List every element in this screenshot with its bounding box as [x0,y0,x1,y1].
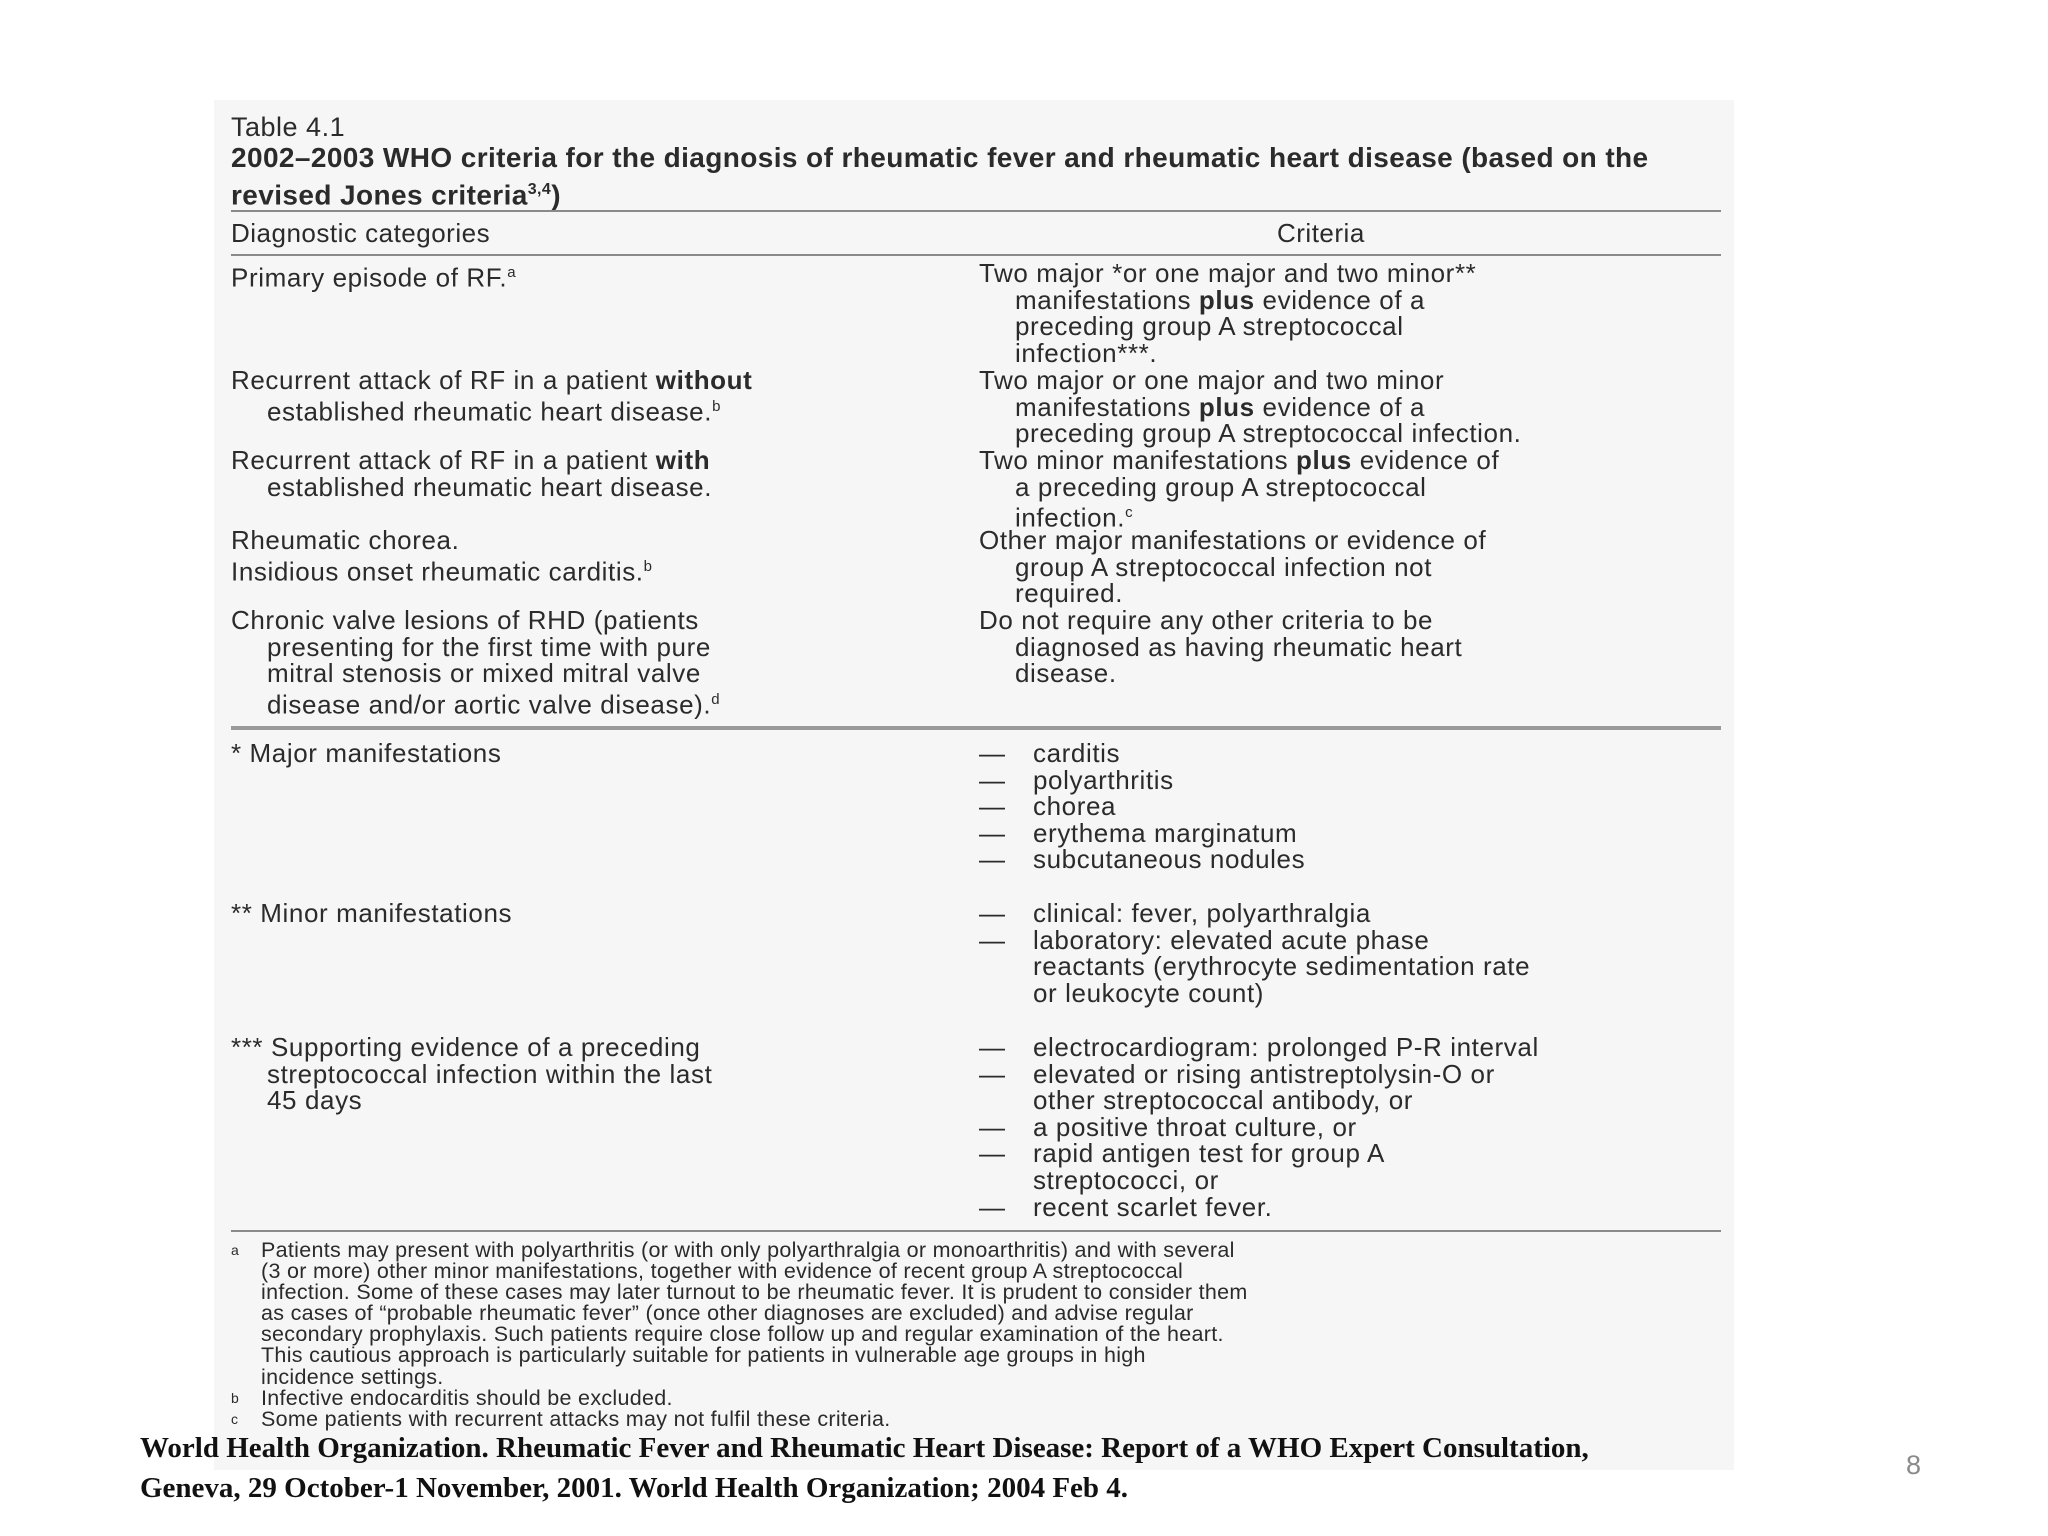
header-diagnostic-categories: Diagnostic categories [231,218,491,248]
section-divider-rule [231,726,1721,730]
reference-citation [140,1428,1920,1508]
row-2-criteria: Two major or one major and two minor manifestations plus evidence of a preceding group A streptococcal infection. [979,365,1522,448]
list-item: — erythema marginatum [979,817,1298,848]
row-5-category: Chronic valve lesions of RHD (patients presenting for the first time with pure mitral stenosis or mixed mitral valve disease and/or aortic valve disease).$^d$ [231,605,721,720]
footnotes-rule [231,1230,1721,1232]
minor-manifestations-list [979,900,1719,1006]
supporting-evidence-list [979,1034,1719,1220]
table-label: Table 4.1 [231,112,346,142]
list-item: — chorea [979,791,1117,822]
footnote-c: c Some patients with recurrent attacks may not fulfil these criteria. [231,1407,891,1431]
list-item: — electrocardiogram: prolonged P-R interval [979,1032,1539,1062]
list-item: — recent scarlet fever. [979,1191,1273,1222]
row-4-criteria: Other major manifestations or evidence of group A streptococcal infection not required. [979,525,1487,608]
list-item: — rapid antigen test for group A streptococci, or [979,1138,1385,1195]
minor-manifestations-label: ** Minor manifestations [231,898,513,928]
list-item: — a positive throat culture, or [979,1111,1357,1142]
footnote-b: b Infective endocarditis should be excluded. [231,1386,673,1410]
major-manifestations-list [979,740,1719,873]
row-1-criteria: Two major *or one major and two minor** manifestations plus evidence of a preceding group A streptococcal infection***. [979,258,1477,368]
list-item: — laboratory: elevated acute phase reactants (erythrocyte sedimentation rate or leukocyte count) [979,924,1531,1008]
header-bottom-rule [231,254,1721,256]
list-item: — elevated or rising antistreptolysin-O or other streptococcal antibody, or [979,1058,1495,1116]
row-4-category: Rheumatic chorea. Insidious onset rheumatic carditis.$^b$ [231,525,653,587]
row-5-criteria: Do not require any other criteria to be diagnosed as having rheumatic heart disease. [979,605,1463,688]
scanned-table-image [214,100,1734,1470]
slide-number: 8 [1906,1450,1922,1480]
header-criteria: Criteria [1277,218,1365,248]
list-item: — clinical: fever, polyarthralgia [979,898,1371,928]
list-item: — subcutaneous nodules [979,844,1306,875]
supporting-evidence-label: *** Supporting evidence of a preceding streptococcal infection within the last 45 days [231,1032,713,1115]
row-2-category: Recurrent attack of RF in a patient without established rheumatic heart disease.$^b$ [231,365,753,427]
list-item: — polyarthritis [979,764,1174,795]
footnote-a: a Patients may present with polyarthritis (or with only polyarthralgia or monoarthritis) and with several (3 or more) other minor manifestations, together with evidence of recent group A streptococcal infection. Some of these cases may later turnout to be rheumatic fever. It is prudent to consider them as cases of “probable rheumatic fever” (once other diagnoses are excluded) and advise regular secondary prophylaxis. Such patients require close follow up and regular examination of the heart. This cautious approach is particularly suitable for patients in vulnerable age groups in high incidence settings. [231,1238,1248,1389]
citation-line-2: Geneva, 29 October-1 November, 2001. World Health Organization; 2004 Feb 4. [140,1472,1129,1504]
row-3-category: Recurrent attack of RF in a patient with established rheumatic heart disease. [231,445,713,502]
row-1-category: Primary episode of RF.$^a$ [231,262,517,293]
table-title: 2002–2003 WHO criteria for the diagnosis of rheumatic fever and rheumatic heart disease (based on the revised Jones criteria$^{3,4}$) [231,142,1649,211]
major-manifestations-label: * Major manifestations [231,738,502,768]
citation-line-1: World Health Organization. Rheumatic Fever and Rheumatic Heart Disease: Report of a WHO Expert Consultation, [140,1432,1589,1464]
list-item: — carditis [979,738,1121,768]
row-3-criteria: Two minor manifestations plus evidence of a preceding group A streptococcal infection.$^c$ [979,445,1500,533]
table-top-rule [231,210,1721,212]
